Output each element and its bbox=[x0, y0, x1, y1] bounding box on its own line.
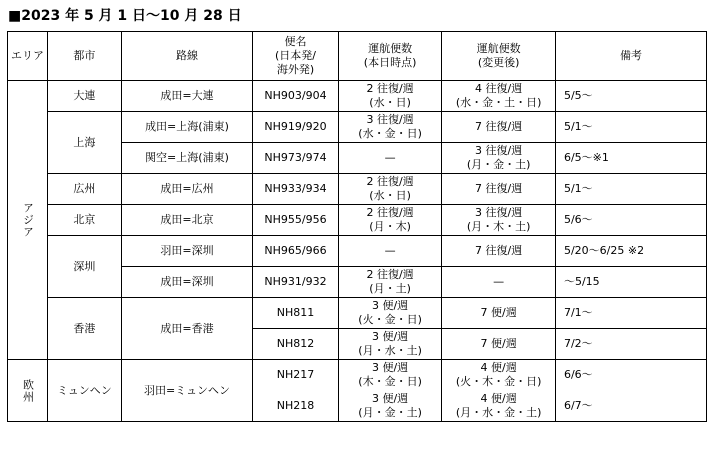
route-cell: 成田=深圳 bbox=[121, 267, 252, 298]
flight-cell: NH919/920 bbox=[253, 112, 339, 143]
table-row bbox=[8, 298, 707, 329]
flight-cell: NH973/974 bbox=[253, 143, 339, 174]
current-frequency-cell: 2 往復/週 (水・日) bbox=[338, 81, 441, 112]
changed-frequency-cell: 7 便/週 bbox=[442, 298, 556, 329]
note-cell: 6/5〜※1 bbox=[555, 143, 706, 174]
table-row bbox=[8, 112, 707, 143]
header-flight: 便名 (日本発/ 海外発) bbox=[253, 32, 339, 81]
note-cell: 5/5〜 bbox=[555, 81, 706, 112]
changed-frequency-cell: — bbox=[442, 267, 556, 298]
header-row bbox=[8, 32, 707, 81]
route-cell: 羽田=深圳 bbox=[121, 236, 252, 267]
city-cell: 大連 bbox=[48, 81, 122, 112]
flight-cell: NH812 bbox=[253, 329, 339, 360]
area-asia: アジア bbox=[8, 81, 48, 360]
header-city: 都市 bbox=[48, 32, 122, 81]
current-frequency-cell: 3 往復/週 (水・金・日) bbox=[338, 112, 441, 143]
header-notes: 備考 bbox=[555, 32, 706, 81]
note-cell: 7/2〜 bbox=[555, 329, 706, 360]
note-cell: 6/6〜 bbox=[555, 360, 706, 391]
current-frequency-cell: — bbox=[338, 236, 441, 267]
city-cell: 広州 bbox=[48, 174, 122, 205]
flight-cell: NH965/966 bbox=[253, 236, 339, 267]
route-cell: 成田=北京 bbox=[121, 205, 252, 236]
changed-frequency-cell: 4 往復/週 (水・金・土・日) bbox=[442, 81, 556, 112]
changed-frequency-cell: 4 便/週 (月・水・金・土) bbox=[442, 391, 556, 422]
route-cell: 成田=上海(浦東) bbox=[121, 112, 252, 143]
area-europe: 欧州 bbox=[8, 360, 48, 422]
flight-schedule-table bbox=[7, 31, 707, 422]
current-frequency-cell: 3 便/週 (火・金・日) bbox=[338, 298, 441, 329]
flight-cell: NH931/932 bbox=[253, 267, 339, 298]
table-row bbox=[8, 174, 707, 205]
note-cell: 5/6〜 bbox=[555, 205, 706, 236]
route-cell: 成田=大連 bbox=[121, 81, 252, 112]
current-frequency-cell: — bbox=[338, 143, 441, 174]
changed-frequency-cell: 4 便/週 (火・木・金・日) bbox=[442, 360, 556, 391]
city-cell: 香港 bbox=[48, 298, 122, 360]
current-frequency-cell: 3 便/週 (月・金・土) bbox=[338, 391, 441, 422]
page-title: ■2023 年 5 月 1 日〜10 月 28 日 bbox=[8, 8, 242, 24]
current-frequency-cell: 2 往復/週 (月・土) bbox=[338, 267, 441, 298]
flight-cell: NH933/934 bbox=[253, 174, 339, 205]
note-cell: 5/1〜 bbox=[555, 174, 706, 205]
note-cell: 7/1〜 bbox=[555, 298, 706, 329]
changed-frequency-cell: 7 往復/週 bbox=[442, 112, 556, 143]
route-cell: 成田=香港 bbox=[121, 298, 252, 360]
current-frequency-cell: 2 往復/週 (月・木) bbox=[338, 205, 441, 236]
table-row bbox=[8, 205, 707, 236]
city-cell: 深圳 bbox=[48, 236, 122, 298]
flight-cell: NH218 bbox=[253, 391, 339, 422]
header-current-frequency: 運航便数 (本日時点) bbox=[338, 32, 441, 81]
flight-cell: NH811 bbox=[253, 298, 339, 329]
note-cell: 5/20〜6/25 ※2 bbox=[555, 236, 706, 267]
changed-frequency-cell: 7 往復/週 bbox=[442, 174, 556, 205]
current-frequency-cell: 3 便/週 (木・金・日) bbox=[338, 360, 441, 391]
note-cell: 6/7〜 bbox=[555, 391, 706, 422]
route-cell: 成田=広州 bbox=[121, 174, 252, 205]
changed-frequency-cell: 3 往復/週 (月・木・土) bbox=[442, 205, 556, 236]
route-cell: 羽田=ミュンヘン bbox=[121, 360, 252, 422]
city-cell: 上海 bbox=[48, 112, 122, 174]
table-row bbox=[8, 81, 707, 112]
changed-frequency-cell: 3 往復/週 (月・金・土) bbox=[442, 143, 556, 174]
header-area: エリア bbox=[8, 32, 48, 81]
note-cell: 〜5/15 bbox=[555, 267, 706, 298]
current-frequency-cell: 3 便/週 (月・水・土) bbox=[338, 329, 441, 360]
city-cell: 北京 bbox=[48, 205, 122, 236]
changed-frequency-cell: 7 往復/週 bbox=[442, 236, 556, 267]
header-changed-frequency: 運航便数 (変更後) bbox=[442, 32, 556, 81]
table-row bbox=[8, 236, 707, 267]
current-frequency-cell: 2 往復/週 (水・日) bbox=[338, 174, 441, 205]
route-cell: 関空=上海(浦東) bbox=[121, 143, 252, 174]
changed-frequency-cell: 7 便/週 bbox=[442, 329, 556, 360]
city-cell: ミュンヘン bbox=[48, 360, 122, 422]
table-row bbox=[8, 360, 707, 391]
flight-cell: NH903/904 bbox=[253, 81, 339, 112]
header-route: 路線 bbox=[121, 32, 252, 81]
note-cell: 5/1〜 bbox=[555, 112, 706, 143]
flight-cell: NH217 bbox=[253, 360, 339, 391]
flight-cell: NH955/956 bbox=[253, 205, 339, 236]
